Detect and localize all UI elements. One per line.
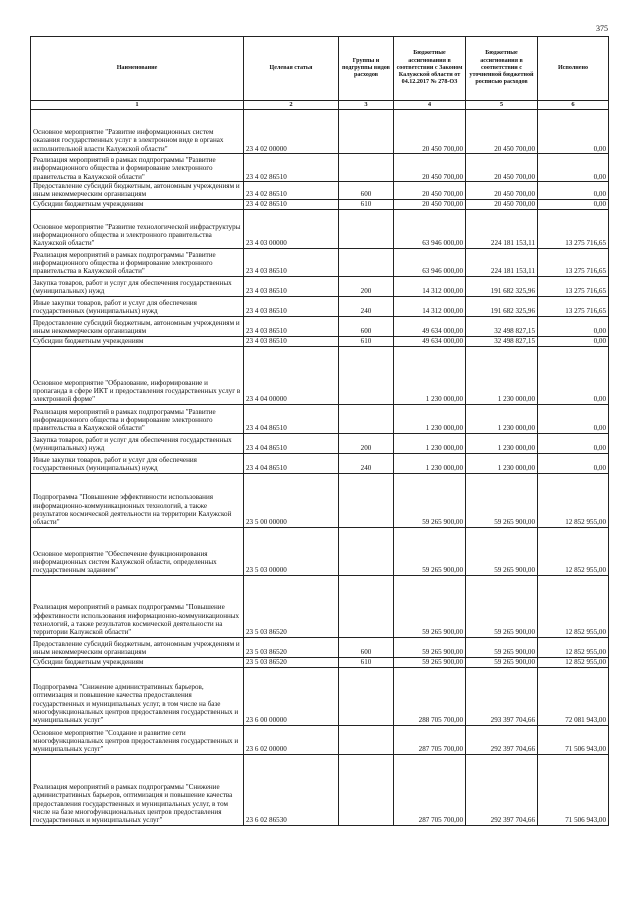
header-approved: Бюджетные ассигнования в соответствии с Законом Калужской области от 04.12.2017 № 278-ОЗ — [394, 37, 466, 101]
cell-approved: 14 312 000,00 — [394, 296, 466, 316]
header-refined: Бюджетные ассигнования в соответствии с уточненной бюджетной росписью расходов — [466, 37, 538, 101]
table-row — [31, 657, 609, 667]
table-row — [31, 199, 609, 209]
cell-refined: 224 181 153,11 — [466, 248, 538, 276]
cell-approved: 59 265 900,00 — [394, 527, 466, 575]
cell-group: 200 — [339, 433, 394, 453]
table-row — [31, 182, 609, 200]
cell-name: Подпрограмма "Повышение эффективности использования информационно-коммуникационных технологий, а также результатов космической деятельности на территории Калужской области" — [31, 473, 244, 527]
cell-target: 23 4 02 86510 — [244, 154, 339, 182]
cell-group — [339, 110, 394, 154]
cell-name: Закупка товаров, работ и услуг для обеспечения государственных (муниципальных) нужд — [31, 276, 244, 296]
cell-name: Субсидии бюджетным учреждениям — [31, 336, 244, 346]
cell-target: 23 4 04 86510 — [244, 433, 339, 453]
cell-target: 23 6 00 00000 — [244, 667, 339, 725]
cell-executed: 13 275 716,65 — [538, 248, 609, 276]
cell-refined: 59 265 900,00 — [466, 527, 538, 575]
cell-refined: 20 450 700,00 — [466, 154, 538, 182]
header-name: Наименование — [31, 37, 244, 101]
cell-refined: 1 230 000,00 — [466, 404, 538, 433]
cell-group — [339, 209, 394, 248]
table-row — [31, 276, 609, 296]
cell-target: 23 5 03 86520 — [244, 637, 339, 657]
column-number: 6 — [538, 101, 609, 110]
cell-approved: 59 265 900,00 — [394, 657, 466, 667]
cell-refined: 20 450 700,00 — [466, 199, 538, 209]
cell-target: 23 4 04 86510 — [244, 404, 339, 433]
cell-name: Предоставление субсидий бюджетным, автономным учреждениям и иным некоммерческим организациям — [31, 182, 244, 200]
cell-group — [339, 754, 394, 825]
table-row — [31, 154, 609, 182]
cell-refined: 20 450 700,00 — [466, 110, 538, 154]
cell-target: 23 4 04 86510 — [244, 453, 339, 473]
header-target: Целевая статья — [244, 37, 339, 101]
table-row — [31, 404, 609, 433]
table-row — [31, 346, 609, 404]
cell-name: Основное мероприятие "Развитие информационных систем оказания государственных услуг в электронном виде в органах исполнительной власти Калужской области" — [31, 110, 244, 154]
table-row — [31, 110, 609, 154]
cell-group — [339, 473, 394, 527]
cell-target: 23 6 02 00000 — [244, 725, 339, 754]
cell-group — [339, 725, 394, 754]
cell-refined: 20 450 700,00 — [466, 182, 538, 200]
cell-group — [339, 575, 394, 637]
cell-refined: 1 230 000,00 — [466, 346, 538, 404]
cell-approved: 63 946 000,00 — [394, 209, 466, 248]
cell-executed: 13 275 716,65 — [538, 276, 609, 296]
column-number: 2 — [244, 101, 339, 110]
cell-approved: 1 230 000,00 — [394, 404, 466, 433]
cell-target: 23 4 03 86510 — [244, 248, 339, 276]
table-row — [31, 248, 609, 276]
column-number-row — [31, 101, 609, 110]
column-number: 1 — [31, 101, 244, 110]
cell-name: Закупка товаров, работ и услуг для обеспечения государственных (муниципальных) нужд — [31, 433, 244, 453]
cell-executed: 0,00 — [538, 199, 609, 209]
budget-table — [30, 36, 609, 826]
cell-name: Субсидии бюджетным учреждениям — [31, 199, 244, 209]
table-row — [31, 316, 609, 336]
cell-name: Предоставление субсидий бюджетным, автономным учреждениям и иным некоммерческим организациям — [31, 637, 244, 657]
cell-executed: 0,00 — [538, 336, 609, 346]
cell-name: Реализация мероприятий в рамках подпрограммы "Развитие информационного общества и формирование электронного правительства в Калужской области" — [31, 154, 244, 182]
cell-refined: 292 397 704,66 — [466, 754, 538, 825]
cell-name: Основное мероприятие "Создание и развитие сети многофункциональных центров предоставления государственных и муниципальных услуг" — [31, 725, 244, 754]
cell-refined: 292 397 704,66 — [466, 725, 538, 754]
cell-refined: 224 181 153,11 — [466, 209, 538, 248]
header-executed: Исполнено — [538, 37, 609, 101]
cell-executed: 71 506 943,00 — [538, 725, 609, 754]
cell-name: Реализация мероприятий в рамках подпрограммы "Повышение эффективности использования информационно-коммуникационных технологий, а также результатов космической деятельности на территории Калужской области" — [31, 575, 244, 637]
cell-name: Реализация мероприятий в рамках подпрограммы "Развитие информационного общества и формирование электронного правительства в Калужской области" — [31, 248, 244, 276]
cell-refined: 1 230 000,00 — [466, 433, 538, 453]
cell-name: Реализация мероприятий в рамках подпрограммы "Развитие информационного общества и формирование электронного правительства в Калужской области" — [31, 404, 244, 433]
table-body — [31, 110, 609, 826]
page-number: 375 — [596, 24, 608, 33]
cell-approved: 287 705 700,00 — [394, 725, 466, 754]
cell-executed: 12 852 955,00 — [538, 527, 609, 575]
cell-target: 23 4 02 86510 — [244, 199, 339, 209]
cell-executed: 0,00 — [538, 154, 609, 182]
cell-target: 23 4 02 00000 — [244, 110, 339, 154]
cell-approved: 1 230 000,00 — [394, 346, 466, 404]
cell-approved: 59 265 900,00 — [394, 637, 466, 657]
cell-group — [339, 248, 394, 276]
cell-name: Иные закупки товаров, работ и услуг для обеспечения государственных (муниципальных) нужд — [31, 296, 244, 316]
cell-target: 23 5 03 86520 — [244, 657, 339, 667]
cell-executed: 0,00 — [538, 453, 609, 473]
cell-name: Основное мероприятие "Обеспечение функционирования информационных систем Калужской области, определенных государственным заданием" — [31, 527, 244, 575]
cell-name: Субсидии бюджетным учреждениям — [31, 657, 244, 667]
cell-executed: 12 852 955,00 — [538, 657, 609, 667]
table-row — [31, 527, 609, 575]
cell-refined: 59 265 900,00 — [466, 637, 538, 657]
table-row — [31, 209, 609, 248]
cell-executed: 0,00 — [538, 346, 609, 404]
cell-refined: 59 265 900,00 — [466, 473, 538, 527]
cell-target: 23 4 03 00000 — [244, 209, 339, 248]
cell-target: 23 4 03 86510 — [244, 296, 339, 316]
cell-target: 23 5 00 00000 — [244, 473, 339, 527]
cell-target: 23 4 02 86510 — [244, 182, 339, 200]
cell-executed: 72 081 943,00 — [538, 667, 609, 725]
cell-refined: 293 397 704,66 — [466, 667, 538, 725]
cell-executed: 71 506 943,00 — [538, 754, 609, 825]
column-number: 3 — [339, 101, 394, 110]
cell-group: 610 — [339, 199, 394, 209]
cell-group — [339, 667, 394, 725]
cell-group: 240 — [339, 296, 394, 316]
table-row — [31, 725, 609, 754]
cell-approved: 20 450 700,00 — [394, 182, 466, 200]
cell-approved: 20 450 700,00 — [394, 110, 466, 154]
table-row — [31, 575, 609, 637]
cell-approved: 63 946 000,00 — [394, 248, 466, 276]
cell-refined: 32 498 827,15 — [466, 336, 538, 346]
table-row — [31, 336, 609, 346]
cell-group: 600 — [339, 316, 394, 336]
cell-approved: 49 634 000,00 — [394, 316, 466, 336]
cell-refined: 59 265 900,00 — [466, 657, 538, 667]
cell-executed: 13 275 716,65 — [538, 209, 609, 248]
cell-executed: 12 852 955,00 — [538, 637, 609, 657]
table-row — [31, 453, 609, 473]
cell-executed: 12 852 955,00 — [538, 473, 609, 527]
cell-refined: 191 682 325,96 — [466, 296, 538, 316]
cell-executed: 0,00 — [538, 110, 609, 154]
cell-approved: 287 705 700,00 — [394, 754, 466, 825]
cell-name: Подпрограмма "Снижение административных барьеров, оптимизация и повышение качества предоставления государственных и муниципальных услуг, в том числе на базе многофункциональных центров предоставления государственных и муниципальных услуг" — [31, 667, 244, 725]
cell-approved: 20 450 700,00 — [394, 199, 466, 209]
cell-name: Основное мероприятие "Образование, информирование и пропаганда в сфере ИКТ и предоставления государственных услуг в электронной форме" — [31, 346, 244, 404]
cell-group — [339, 527, 394, 575]
cell-target: 23 5 03 00000 — [244, 527, 339, 575]
cell-refined: 1 230 000,00 — [466, 453, 538, 473]
cell-refined: 32 498 827,15 — [466, 316, 538, 336]
cell-target: 23 4 04 00000 — [244, 346, 339, 404]
table-row — [31, 433, 609, 453]
table-header-row — [31, 37, 609, 101]
cell-group: 240 — [339, 453, 394, 473]
cell-target: 23 6 02 86530 — [244, 754, 339, 825]
cell-approved: 1 230 000,00 — [394, 453, 466, 473]
cell-target: 23 4 03 86510 — [244, 276, 339, 296]
column-number: 5 — [466, 101, 538, 110]
cell-executed: 0,00 — [538, 182, 609, 200]
cell-group — [339, 346, 394, 404]
cell-group: 610 — [339, 657, 394, 667]
cell-target: 23 4 03 86510 — [244, 336, 339, 346]
cell-group: 200 — [339, 276, 394, 296]
cell-group — [339, 404, 394, 433]
cell-approved: 288 705 700,00 — [394, 667, 466, 725]
cell-approved: 59 265 900,00 — [394, 575, 466, 637]
table-row — [31, 296, 609, 316]
cell-group: 610 — [339, 336, 394, 346]
cell-approved: 59 265 900,00 — [394, 473, 466, 527]
cell-executed: 12 852 955,00 — [538, 575, 609, 637]
table-row — [31, 667, 609, 725]
cell-name: Иные закупки товаров, работ и услуг для обеспечения государственных (муниципальных) нужд — [31, 453, 244, 473]
table-row — [31, 473, 609, 527]
cell-group: 600 — [339, 637, 394, 657]
table-row — [31, 637, 609, 657]
cell-group — [339, 154, 394, 182]
column-number: 4 — [394, 101, 466, 110]
table-row — [31, 754, 609, 825]
cell-approved: 20 450 700,00 — [394, 154, 466, 182]
cell-name: Предоставление субсидий бюджетным, автономным учреждениям и иным некоммерческим организациям — [31, 316, 244, 336]
cell-approved: 1 230 000,00 — [394, 433, 466, 453]
cell-refined: 59 265 900,00 — [466, 575, 538, 637]
cell-approved: 14 312 000,00 — [394, 276, 466, 296]
cell-executed: 0,00 — [538, 404, 609, 433]
cell-executed: 0,00 — [538, 433, 609, 453]
cell-approved: 49 634 000,00 — [394, 336, 466, 346]
header-groups: Группы и подгруппы видов расходов — [339, 37, 394, 101]
cell-refined: 191 682 325,96 — [466, 276, 538, 296]
cell-name: Реализация мероприятий в рамках подпрограммы "Снижение административных барьеров, оптимизация и повышение качества предоставления государственных и муниципальных услуг, в том числе на базе многофункциональных центров предоставления государственных и муниципальных услуг" — [31, 754, 244, 825]
cell-group: 600 — [339, 182, 394, 200]
cell-executed: 0,00 — [538, 316, 609, 336]
cell-name: Основное мероприятие "Развитие технологической инфраструктуры информационного общества и электронного правительства Калужской области" — [31, 209, 244, 248]
cell-executed: 13 275 716,65 — [538, 296, 609, 316]
cell-target: 23 5 03 86520 — [244, 575, 339, 637]
cell-target: 23 4 03 86510 — [244, 316, 339, 336]
